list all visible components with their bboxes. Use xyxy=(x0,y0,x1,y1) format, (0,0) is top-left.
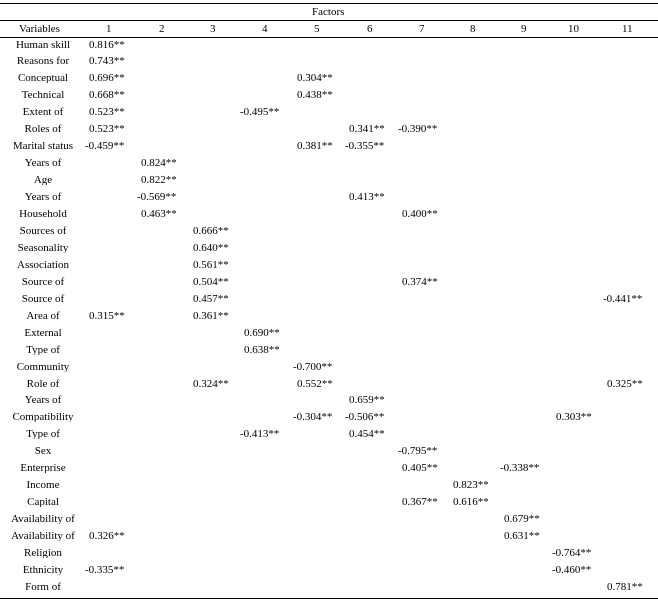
loading-value: -0.304** xyxy=(293,411,333,424)
row-label: Ethnicity xyxy=(22,563,64,575)
factors-rule xyxy=(0,20,658,21)
loading-value: 0.504** xyxy=(193,275,229,288)
loading-value: 0.816** xyxy=(89,38,125,51)
variables-header: Variables xyxy=(19,23,60,35)
loading-value: -0.795** xyxy=(398,445,438,458)
row-label: Reasons for xyxy=(16,55,70,67)
row-label: Extent of xyxy=(22,106,64,118)
loading-value: 0.561** xyxy=(193,258,229,271)
column-header-8: 8 xyxy=(470,23,476,35)
loading-value: 0.315** xyxy=(89,309,125,322)
row-label: Sex xyxy=(34,445,52,457)
row-label: Technical xyxy=(21,89,65,101)
loading-value: 0.616** xyxy=(453,496,489,509)
row-label: Roles of xyxy=(24,123,62,135)
row-label: Conceptual xyxy=(17,72,69,84)
row-label: Role of xyxy=(26,377,60,389)
column-header-10: 10 xyxy=(568,23,579,35)
row-label: Type of xyxy=(26,343,60,355)
loading-value: 0.405** xyxy=(402,462,438,475)
loading-value: -0.764** xyxy=(552,547,592,559)
row-label: Seasonality xyxy=(17,241,69,253)
row-label: Years of xyxy=(24,191,62,203)
loading-value: 0.326** xyxy=(89,530,125,543)
loading-value: 0.696** xyxy=(89,72,125,85)
row-label: Capital xyxy=(27,496,59,508)
row-label: Area of xyxy=(26,309,60,321)
loading-value: 0.457** xyxy=(193,292,229,305)
row-label: Community xyxy=(16,360,70,372)
loading-value: -0.506** xyxy=(345,411,385,424)
column-header-1: 1 xyxy=(106,23,112,35)
column-header-9: 9 xyxy=(521,23,527,35)
row-label: Marital status xyxy=(12,140,74,152)
loading-value: -0.355** xyxy=(345,140,385,153)
loading-value: -0.441** xyxy=(603,292,643,305)
row-label: Years of xyxy=(24,157,62,169)
loading-value: 0.324** xyxy=(193,377,229,390)
row-label: Household xyxy=(19,208,67,219)
loading-value: -0.413** xyxy=(240,428,280,441)
row-label: External xyxy=(24,326,62,338)
loading-value: 0.822** xyxy=(141,174,177,187)
column-header-3: 3 xyxy=(210,23,216,35)
loading-value: -0.460** xyxy=(552,563,592,576)
loading-value: 0.463** xyxy=(141,208,177,220)
loading-value: 0.454** xyxy=(349,428,385,441)
loading-value: -0.338** xyxy=(500,462,540,475)
loading-value: 0.638** xyxy=(244,343,280,356)
loading-value: 0.552** xyxy=(297,377,333,390)
loading-value: 0.666** xyxy=(193,224,229,237)
loading-value: 0.690** xyxy=(244,326,280,339)
loading-value: 0.361** xyxy=(193,309,229,322)
column-header-4: 4 xyxy=(262,23,268,35)
loading-value: 0.304** xyxy=(297,72,333,85)
row-label: Source of xyxy=(21,275,65,287)
row-label: Human skill xyxy=(15,38,71,50)
loading-value: -0.569** xyxy=(137,191,177,204)
loading-value: 0.374** xyxy=(402,275,438,288)
loading-value: 0.325** xyxy=(607,377,643,390)
row-label: Sources of xyxy=(19,224,67,236)
loading-value: 0.523** xyxy=(89,123,125,136)
loading-value: -0.495** xyxy=(240,106,280,119)
factors-header: Factors xyxy=(312,6,345,18)
top-rule xyxy=(0,3,658,4)
loading-value: 0.341** xyxy=(349,123,385,136)
column-header-6: 6 xyxy=(367,23,373,35)
row-label: Religion xyxy=(24,547,62,558)
loading-value: 0.823** xyxy=(453,479,489,492)
loading-value: 0.381** xyxy=(297,140,333,153)
loading-value: -0.459** xyxy=(85,140,125,153)
row-label: Years of xyxy=(24,394,62,406)
loading-value: 0.640** xyxy=(193,241,229,254)
loading-value: 0.303** xyxy=(556,411,592,424)
row-label: Availability of xyxy=(11,530,75,542)
row-label: Age xyxy=(33,174,53,186)
loading-value: 0.824** xyxy=(141,157,177,170)
loading-value: -0.335** xyxy=(85,563,125,576)
row-label: Compatibility xyxy=(12,411,74,423)
row-label: Income xyxy=(26,479,60,491)
loading-value: -0.700** xyxy=(293,360,333,373)
column-header-7: 7 xyxy=(419,23,425,35)
row-label: Source of xyxy=(21,292,65,304)
bottom-rule xyxy=(0,598,658,599)
loading-value: -0.390** xyxy=(398,123,438,136)
row-label: Association xyxy=(17,258,69,270)
loading-value: 0.631** xyxy=(504,530,540,543)
row-label: Type of xyxy=(26,428,60,440)
loading-value: 0.743** xyxy=(89,55,125,68)
row-label: Availability of xyxy=(11,513,75,525)
column-header-2: 2 xyxy=(159,23,165,35)
loading-value: 0.679** xyxy=(504,513,540,526)
loading-value: 0.413** xyxy=(349,191,385,204)
column-header-5: 5 xyxy=(314,23,320,35)
loading-value: 0.659** xyxy=(349,394,385,407)
loading-value: 0.400** xyxy=(402,208,438,220)
loading-value: 0.668** xyxy=(89,89,125,102)
column-header-11: 11 xyxy=(622,23,633,35)
row-label: Enterprise xyxy=(20,462,66,474)
row-label: Form of xyxy=(25,580,61,592)
loading-value: 0.523** xyxy=(89,106,125,119)
loading-value: 0.781** xyxy=(607,580,643,593)
loading-value: 0.438** xyxy=(297,89,333,102)
loading-value: 0.367** xyxy=(402,496,438,509)
